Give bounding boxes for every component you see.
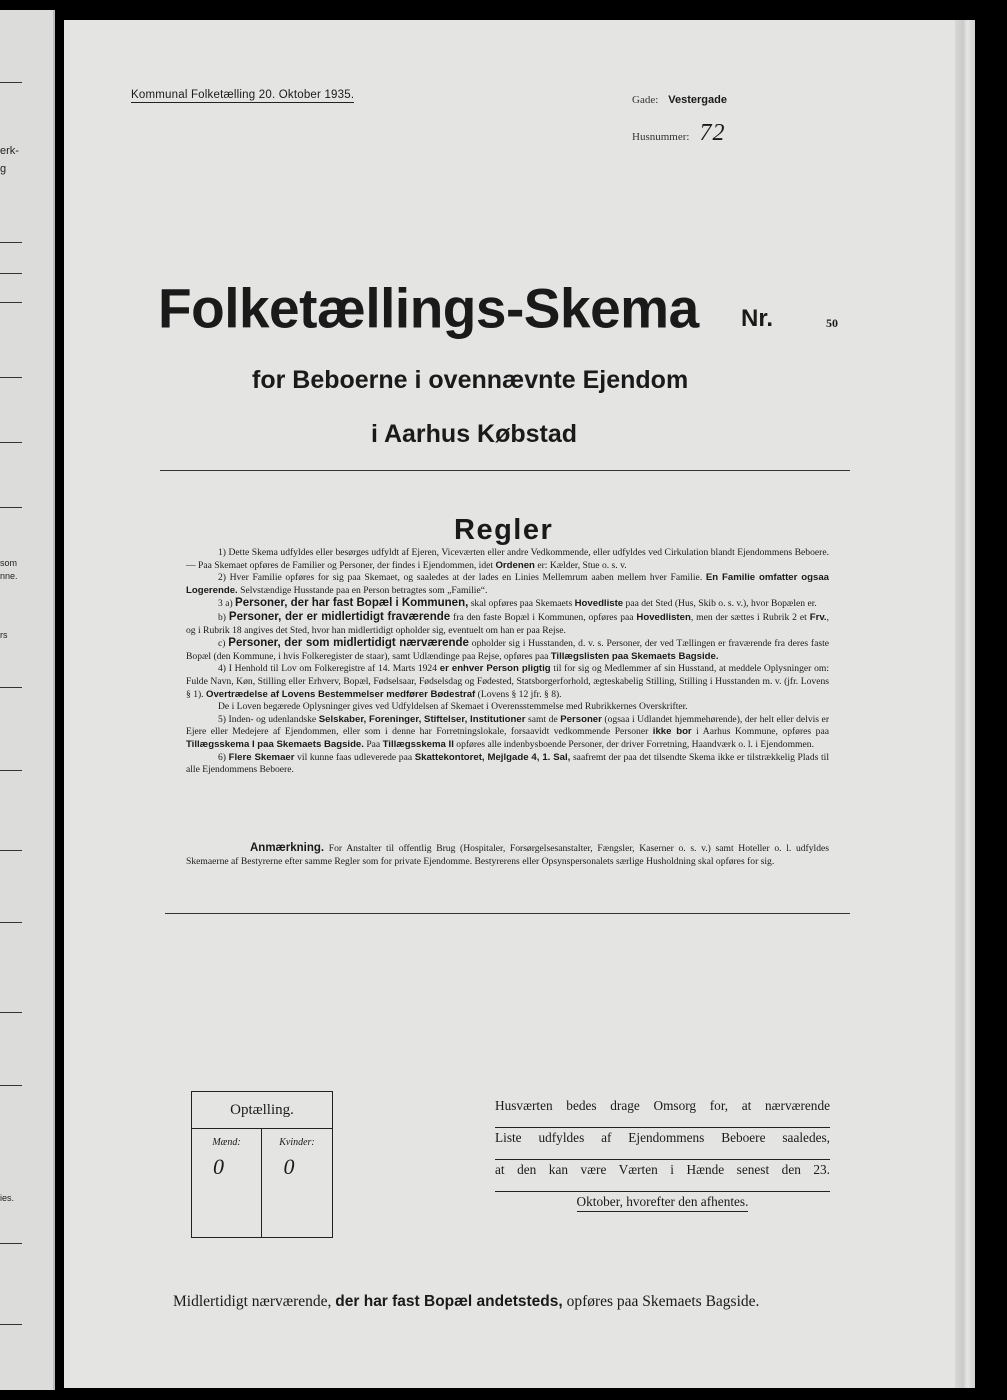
anmaerkning-label: Anmærkning. (250, 842, 325, 854)
left-fragment: erk- (0, 145, 19, 157)
left-rule (0, 302, 22, 303)
form-subtitle-2: i Aarhus Købstad (371, 420, 578, 448)
anmaerkning-text: For Anstalter til offentlig Brug (Hospitaler, Forsørgelsesanstalter, Fængsler, Kaserner o. s. v.) samt Hoteller o. l. udfyldes Skemaerne af Bestyrerne efter samme Regler som for private Ejendomme. Bestyrerens eller Opsynspersonalets særlige Husholdning skal opføres for sig. (186, 843, 829, 867)
landlord-notice (495, 1096, 830, 1224)
divider (165, 913, 850, 914)
footer-note: Midlertidigt nærværende, der har fast Bopæl andetsteds, opføres paa Skemaets Bagside. (173, 1293, 760, 1310)
gade-value: Vestergade (668, 94, 727, 106)
left-rule (0, 770, 22, 771)
left-rule (0, 922, 22, 923)
left-rule (0, 442, 22, 443)
notice-line: Husværten bedes drage Omsorg for, at nærværende (495, 1096, 830, 1128)
husnummer-label: Husnummer: (632, 131, 690, 143)
husnummer-row (632, 120, 725, 147)
left-rule (0, 82, 22, 83)
rule-5: 5) Inden- og udenlandske Selskaber, Foreninger, Stiftelser, Institutioner samt de Personer (ogsaa i Udlandet hjemmehørende), der helt eller delvis er Ejere eller Medejere af Ejendommen, eller som i denne har Forretningslokale, forsaavidt vedkommende Personer ikke bor i Aarhus Kommune, opføres paa Tillægsskema I paa Skemaets Bagside. Paa Tillægsskema II opføres alle indenbysboende Personer, der driver Forretning, Haandværk o. l. i Ejendommen. (186, 713, 830, 750)
rule-3b: b) Personer, der er midlertidigt fraværende fra den faste Bopæl i Kommunen, opføres paa Hovedlisten, men der sættes i Rubrik 2 et Frv., og i Rubrik 18 angives det Sted, hvor han midlertidigt opholder sig, eventuelt om han er paa Rejse. (186, 610, 830, 636)
regler-heading: Regler (454, 514, 554, 546)
kvinder-value: 0 (283, 1154, 295, 1179)
nr-label: Nr. (741, 305, 774, 332)
rule-6: 6) Flere Skemaer vil kunne faas udleverede paa Skattekontoret, Mejlgade 4, 1. Sal, saafremt der paa det tilsendte Skema ikke er tilstrækkelig Plads til alle Ejendommens Beboere. (186, 751, 829, 776)
nr-value: 50 (826, 316, 838, 330)
left-rule (0, 242, 22, 243)
maend-label: Mænd: (212, 1137, 241, 1148)
left-rule (0, 1324, 22, 1325)
gade-label: Gade: (632, 94, 659, 106)
left-rule (0, 1012, 22, 1013)
optaelling-title: Optælling. (192, 1092, 332, 1129)
left-rule (0, 1085, 22, 1086)
rule-2: 2) Hver Familie opføres for sig paa Skemaet, og saaledes at der lades en Linies Mellemrum aaben mellem hver Familie. En Familie omfatter ogsaa Logerende. Selvstændige Husstande paa en Person betragtes som „Familie“. (186, 572, 830, 596)
left-rule (0, 687, 22, 688)
form-title: Folketællings-Skema (158, 276, 699, 340)
left-rule (0, 1243, 22, 1244)
page-fold (955, 20, 975, 1388)
census-title: Kommunal Folketælling 20. Oktober 1935. (131, 89, 355, 101)
left-fragment: nne. (0, 571, 18, 581)
kvinder-column (262, 1129, 332, 1237)
adjacent-page-edge (0, 10, 55, 1390)
left-fragment: rs (0, 630, 8, 640)
rule-3a: 3 a) Personer, der har fast Bopæl i Kommunen, skal opføres paa Skemaets Hovedliste paa det Sted (Hus, Skib o. s. v.), hvor Bopælen er. (218, 597, 817, 610)
rules-text (186, 547, 829, 777)
notice-line: Liste udfyldes af Ejendommens Beboere saaledes, (495, 1128, 830, 1160)
left-rule (0, 377, 22, 378)
left-rule (0, 273, 22, 274)
rule-1: 1) Dette Skema udfyldes eller besørges udfyldt af Ejeren, Viceværten eller andre Vedkommende, eller udfyldes ved Cirkulation blandt Ejendommens Beboere. — Paa Skemaet opføres de Familier og Personer, der findes i Ejendommen, idet Ordenen er: Kælder, Stue o. s. v. (186, 547, 829, 571)
notice-line: Oktober, hvorefter den afhentes. (495, 1192, 830, 1224)
left-rule (0, 507, 22, 508)
left-rule (0, 850, 22, 851)
rule-4: 4) I Henhold til Lov om Folkeregistre af 14. Marts 1924 er enhver Person pligtig til for sig og Medlemmer af sin Husstand, at meddele Oplysninger om: Fulde Navn, Køn, Stilling eller Erhverv, Bopæl, Fødselsaar, Fødselsdag og Fødested, Statsborgerforhold, ægteskabelig Stilling, Stilling i Husstanden m. v. (jfr. Lovens § 1). Overtrædelse af Lovens Bestemmelser medfører Bødestraf (Lovens § 12 jfr. § 8). (186, 663, 829, 700)
kvinder-label: Kvinder: (279, 1137, 315, 1148)
maend-value: 0 (213, 1154, 224, 1179)
form-subtitle-1: for Beboerne i ovennævnte Ejendom (252, 366, 689, 394)
left-fragment: ies. (0, 1193, 15, 1203)
rule-3c: c) Personer, der som midlertidigt nærværende opholder sig i Husstanden, d. v. s. Personer, der ved Tællingen er fraværende fra deres faste Bopæl (den Kommune, i hvis Folkeregister de staar), samt Udlændinge paa Rejse, opføres paa Tillægslisten paa Skemaets Bagside. (186, 637, 830, 662)
left-fragment: g (0, 163, 7, 175)
optaelling-box (191, 1091, 333, 1238)
rule-4-note: De i Loven begærede Oplysninger gives ved Udfyldelsen af Skemaet i Overensstemmelse med Rubrikkernes Overskrifter. (218, 701, 688, 713)
anmaerkning (186, 842, 829, 869)
husnummer-value: 72 (699, 120, 726, 146)
maend-column (192, 1129, 262, 1237)
left-fragment: som (0, 558, 18, 568)
notice-line: at den kan være Værten i Hænde senest den 23. (495, 1160, 830, 1192)
divider (160, 470, 850, 471)
gade-row (632, 90, 727, 108)
